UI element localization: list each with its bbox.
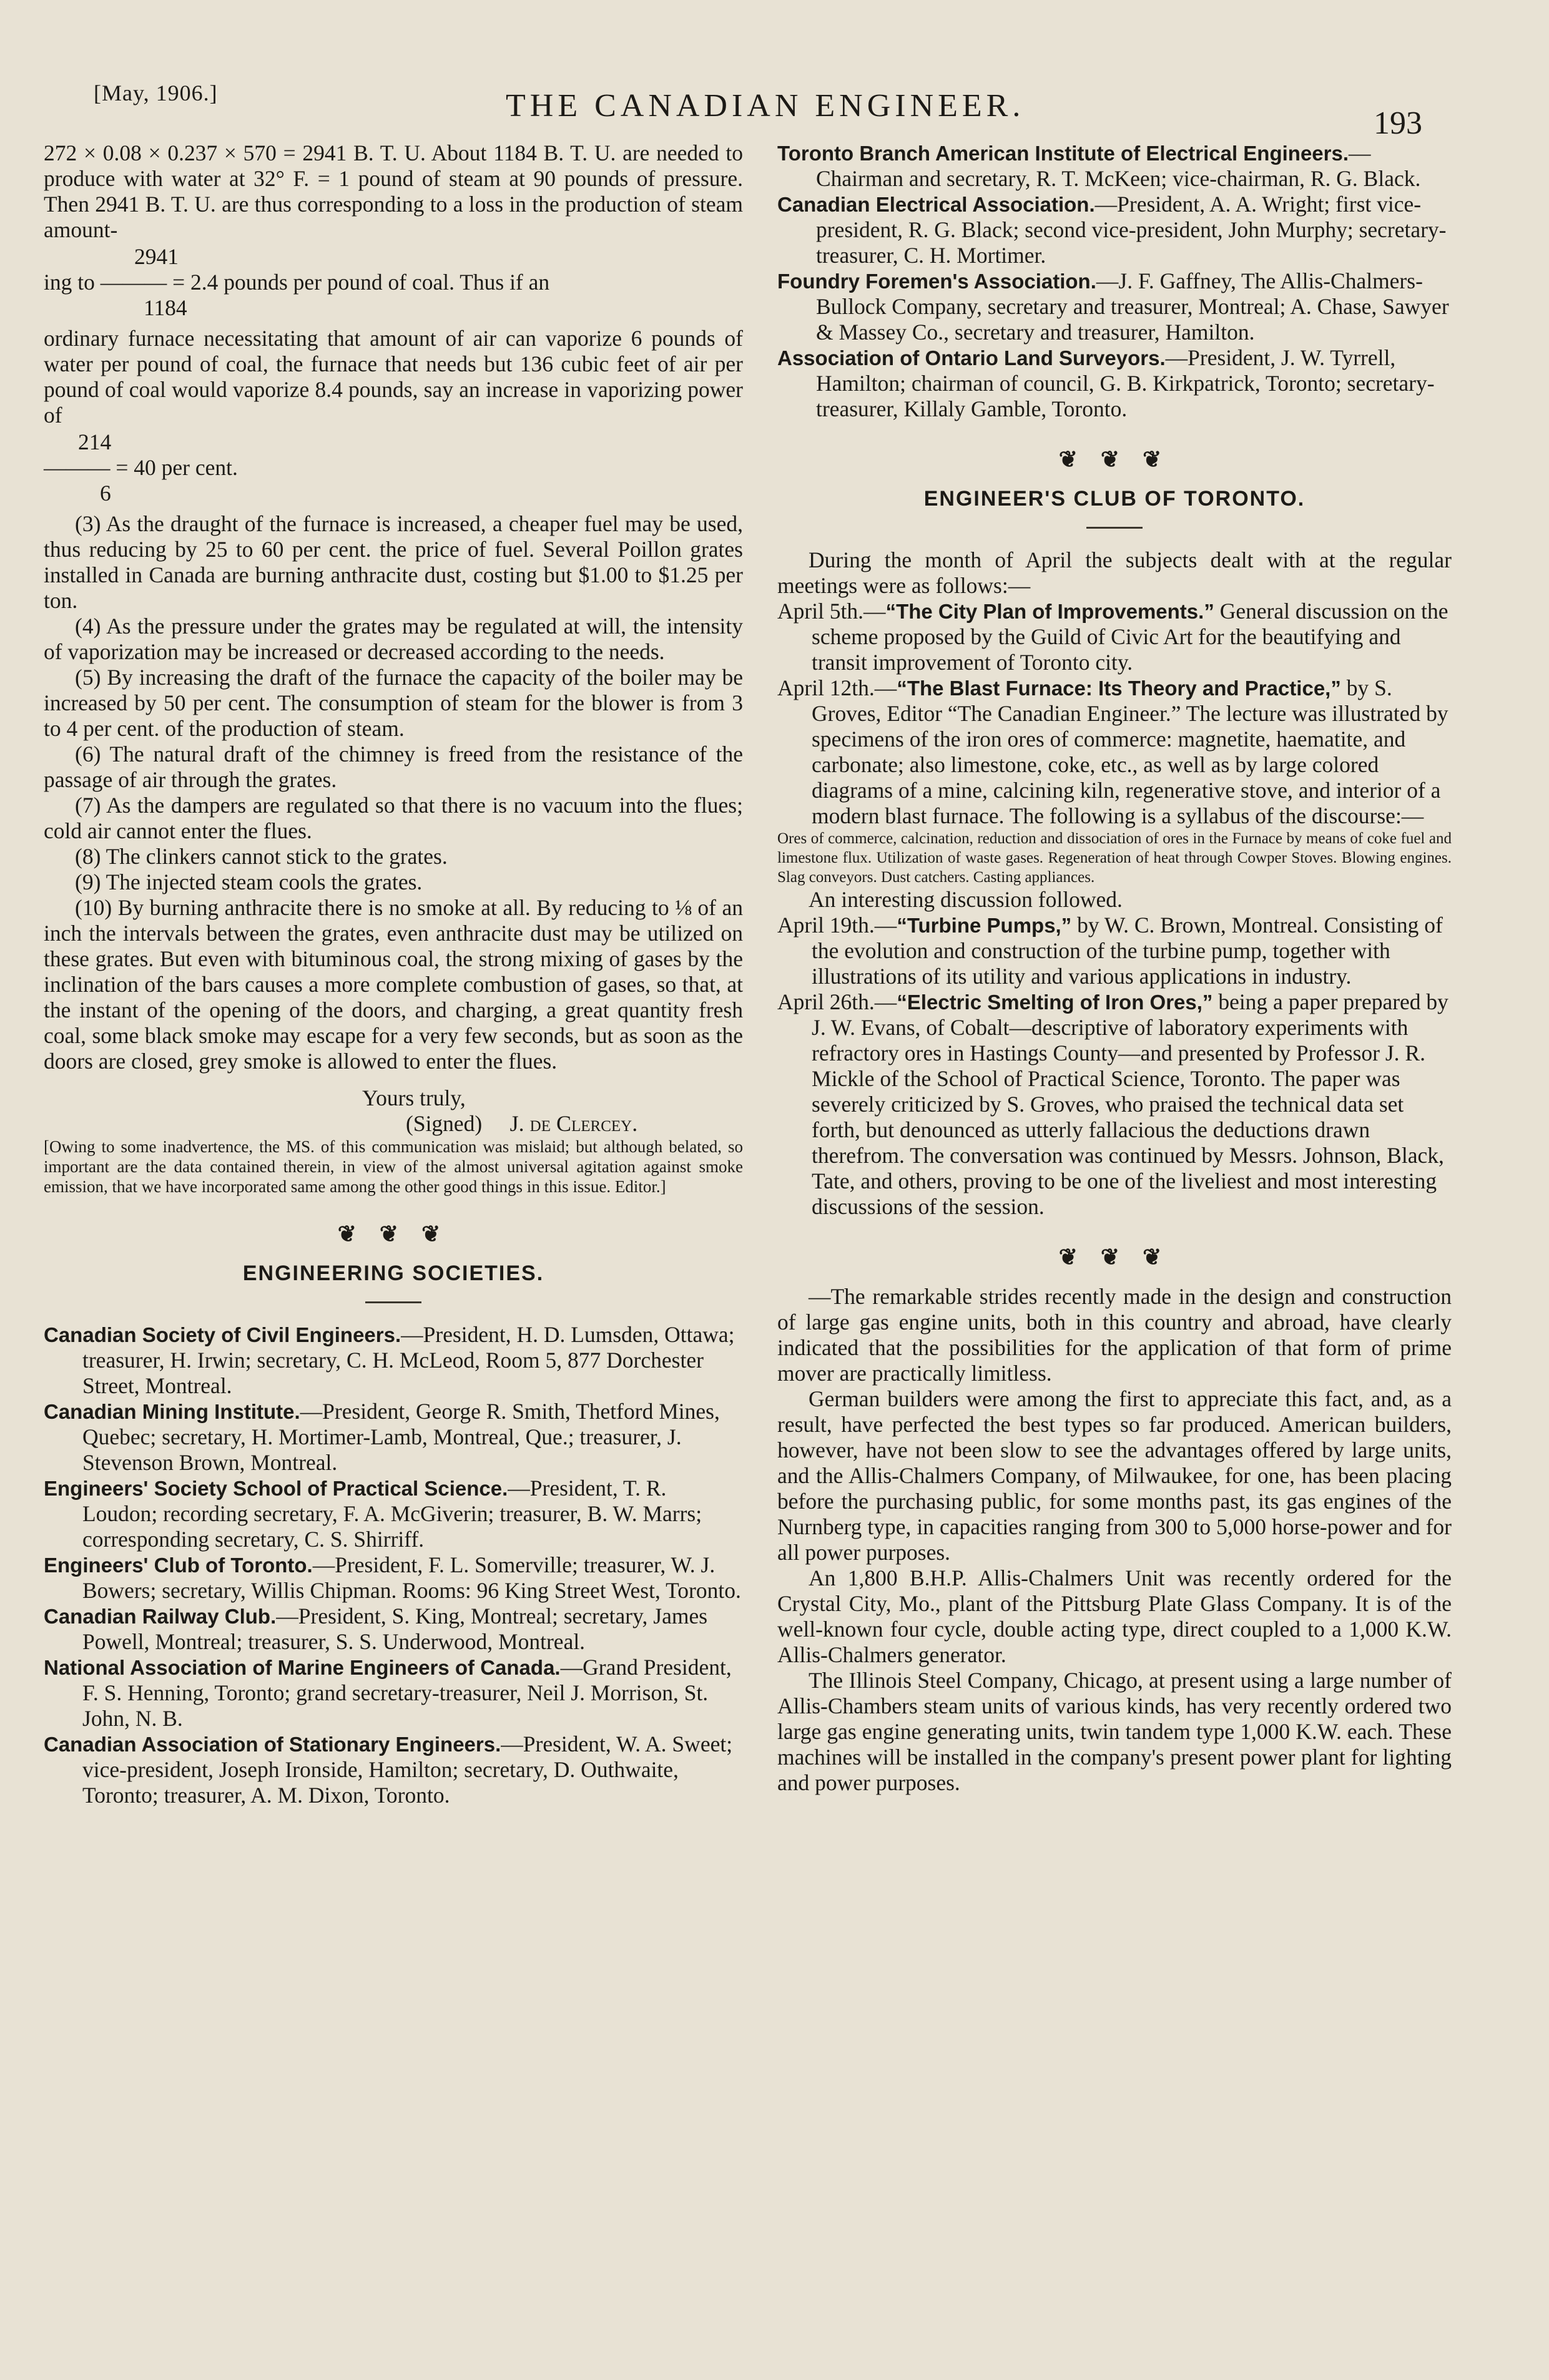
right-column — [777, 140, 1452, 1796]
fraction-vaporization — [44, 244, 743, 321]
section-title-engineers-club: ENGINEER'S CLUB OF TORONTO. — [923, 487, 1306, 511]
gas-engine-paragraph: —The remarkable strides recently made in the design and construction of large gas engine units, both in this country and abroad, have clearly indicated that the possibilities for the application of that form of prime mover are practically limitless. — [777, 1284, 1452, 1386]
society-details: —President, J. W. Tyrrell, Hamilton; chairman of council, G. B. Kirkpatrick, Toronto; secretary-treasurer, Killaly Gamble, Toronto. — [816, 345, 1435, 421]
fraction-denominator: 6 — [100, 481, 111, 506]
calc-paragraph-2: ordinary furnace necessitating that amount of air can vaporize 6 pounds of water per pound of coal, the furnace that needs but 136 cubic feet of air per pound of coal would vaporize 8.4 pounds, say an increase in vaporizing power of — [44, 326, 743, 428]
page-header — [0, 0, 1549, 144]
society-details: —J. F. Gaffney, The Allis-Chalmers-Bullock Company, secretary and treasurer, Montreal; A. Chase, Sawyer & Massey Co., secretary and treasurer, Hamilton. — [816, 268, 1449, 345]
letter-signature — [44, 1111, 743, 1137]
point-item: (9) The injected steam cools the grates. — [75, 869, 423, 894]
point-item: (5) By increasing the draft of the furnace the capacity of the boiler may be increased by 50 per cent. The consumption of steam for the blower is from 3 to 4 per cent. of the production of steam. — [44, 665, 743, 741]
fraction-numerator: 214 — [78, 429, 112, 454]
society-name: Canadian Electrical Association. — [777, 193, 1095, 216]
society-entry — [44, 1399, 743, 1476]
point-item: (10) By burning anthracite there is no smoke at all. By reducing to ⅛ of an inch the intervals between the grates, even anthracite dust may be utilized on these grates. But even with bituminous coal, the strong mixing of gases by the inclination of the bars causes a more complete combustion of gases, so that, at the instant of the opening of the doors, and charging, a great quantity fresh coal, some black smoke may escape for a very few seconds, but as soon as the doors are closed, grey smoke is allowed to enter the flues. — [44, 895, 743, 1074]
letter-closing: Yours truly, — [362, 1085, 466, 1110]
issue-date: [May, 1906.] — [94, 81, 218, 105]
lecture-date: April 19th.— — [777, 913, 897, 938]
lecture-title: “The City Plan of Improvements.” — [885, 600, 1214, 623]
society-name: Toronto Branch American Institute of Electrical Engineers. — [777, 142, 1349, 165]
lecture-entry — [777, 599, 1452, 675]
society-entry — [777, 140, 1452, 192]
society-details: —Grand President, F. S. Henning, Toronto; grand secretary-treasurer, Neil J. Morrison, St. John, N. B. — [82, 1655, 732, 1731]
lecture-title: “The Blast Furnace: Its Theory and Practice,” — [897, 677, 1341, 700]
lecture-date: April 26th.— — [777, 989, 897, 1014]
title-rule — [1086, 527, 1143, 529]
society-entry — [44, 1604, 743, 1655]
lecture-date: April 5th.— — [777, 599, 886, 624]
fraction-denominator: 1184 — [144, 295, 187, 320]
lecture-details: by S. Groves, Editor “The Canadian Engineer.” The lecture was illustrated by specimens of the iron ores of commerce: magnetite, haematite, and carbonate; also limestone, coke, etc., as well as by large colored diagrams of a mine, calcining kiln, regenerative stove, and interior of a modern blast furnace. The following is a syllabus of the discourse:— — [812, 675, 1448, 828]
lecture-entry — [777, 913, 1452, 989]
society-details: —President, S. King, Montreal; secretary, James Powell, Montreal; treasurer, S. S. Underwood, Montreal. — [82, 1604, 708, 1654]
lecture-entry — [777, 675, 1452, 829]
society-name: National Association of Marine Engineers of Canada. — [44, 1656, 561, 1679]
point-item: (7) As the dampers are regulated so that there is no vacuum into the flues; cold air cannot enter the flues. — [44, 793, 743, 843]
lecture-entry — [777, 989, 1452, 1220]
ornament-divider: ❦ ❦ ❦ — [1058, 1245, 1171, 1270]
gas-engine-paragraph: The Illinois Steel Company, Chicago, at present using a large number of Allis-Chambers steam units of various kinds, has very recently ordered two large gas engine generating units, twin tandem type 1,000 K.W. each. These machines will be installed in the company's present power plant for lighting and power purposes. — [777, 1668, 1452, 1795]
society-name: Canadian Association of Stationary Engineers. — [44, 1733, 501, 1756]
point-item: (3) As the draught of the furnace is increased, a cheaper fuel may be used, thus reducing by 25 to 60 per cent. the price of fuel. Several Poillon grates installed in Canada are burning anthracite dust, costing but $1.00 to $1.25 per ton. — [44, 511, 743, 613]
point-item: (6) The natural draft of the chimney is freed from the resistance of the passage of air through the grates. — [44, 742, 743, 792]
lecture-details: by W. C. Brown, Montreal. Consisting of the evolution and construction of the turbine pump, together with illustrations of its utility and various applications in industry. — [812, 913, 1443, 989]
lecture-details: General discussion on the scheme proposed by the Guild of Civic Art for the beautifying and transit improvement of Toronto city. — [812, 599, 1448, 675]
society-entry — [44, 1552, 743, 1604]
society-name: Engineers' Club of Toronto. — [44, 1554, 313, 1577]
society-entry — [44, 1476, 743, 1552]
society-details: —President, F. L. Somerville; treasurer, W. J. Bowers; secretary, Willis Chipman. Rooms: 96 King Street West, Toronto. — [82, 1552, 741, 1603]
club-intro: During the month of April the subjects dealt with at the regular meetings were as follows:— — [777, 547, 1452, 598]
society-name: Engineers' Society School of Practical Science. — [44, 1477, 508, 1500]
gas-engine-paragraph: An 1,800 B.H.P. Allis-Chalmers Unit was recently ordered for the Crystal City, Mo., plant of the Pittsburg Plate Glass Company. It is of the well-known four cycle, double acting type, direct coupled to a 1,000 K.W. Allis-Chalmers generator. — [777, 1565, 1452, 1667]
left-column — [44, 140, 743, 1808]
lecture-syllabus: Ores of commerce, calcination, reduction and dissociation of ores in the Furnace by means of coke fuel and limestone flux. Utilization of waste gases. Regeneration of heat through Cowper Stoves. Blowing engines. Slag conveyors. Dust catchers. Casting appliances. — [777, 830, 1452, 886]
lecture-date: April 12th.— — [777, 675, 897, 700]
society-entry — [44, 1731, 743, 1808]
society-name: Canadian Railway Club. — [44, 1605, 277, 1628]
fraction-line-text: ing to ——— = 2.4 pounds per pound of coal. Thus if an — [44, 270, 550, 295]
point-item: (4) As the pressure under the grates may be regulated at will, the intensity of vaporization may be increased or decreased according to the needs. — [44, 614, 743, 664]
society-entry — [777, 192, 1452, 268]
society-details: —President, A. A. Wright; first vice-president, R. G. Black; second vice-president, John Murphy; secretary-treasurer, C. H. Mortimer. — [816, 192, 1447, 268]
ornament-divider: ❦ ❦ ❦ — [1058, 447, 1171, 472]
society-details: —President, George R. Smith, Thetford Mines, Quebec; secretary, H. Mortimer-Lamb, Montreal, Que.; treasurer, J. Stevenson Brown, Montreal. — [82, 1399, 720, 1475]
point-item: (8) The clinkers cannot stick to the grates. — [75, 844, 448, 869]
fraction-numerator: 2941 — [134, 244, 179, 269]
society-details: —President, H. D. Lumsden, Ottawa; treasurer, H. Irwin; secretary, C. H. McLeod, Room 5, 877 Dorchester Street, Montreal. — [82, 1322, 735, 1398]
society-details: —Chairman and secretary, R. T. McKeen; vice-chairman, R. G. Black. — [816, 140, 1421, 191]
editor-note: [Owing to some inadvertence, the MS. of this communication was mislaid; but although belated, so important are the data contained therein, in view of the almost universal agitation against smoke emission, that we have incorporated same among the other good things in this issue. Editor.] — [44, 1137, 743, 1196]
society-details: —President, T. R. Loudon; recording secretary, F. A. McGiverin; treasurer, B. W. Marrs; corresponding secretary, C. S. Shirriff. — [82, 1476, 702, 1552]
society-entry — [44, 1322, 743, 1399]
signer-name: J. de Clercey. — [509, 1111, 638, 1136]
section-title-engineering-societies: ENGINEERING SOCIETIES. — [242, 1261, 544, 1285]
masthead-title: THE CANADIAN ENGINEER. — [506, 88, 1025, 124]
page-number: 193 — [1374, 105, 1422, 141]
signed-label: (Signed) — [406, 1111, 483, 1136]
fraction-line-text: ——— = 40 per cent. — [44, 455, 238, 480]
society-entry — [777, 268, 1452, 345]
calc-paragraph-1: 272 × 0.08 × 0.237 × 570 = 2941 B. T. U. About 1184 B. T. U. are needed to produce with water at 32° F. = 1 pound of steam at 90 pounds of pressure. Then 2941 B. T. U. are thus corresponding to a loss in the production of steam amount- — [44, 140, 743, 242]
society-entry — [44, 1655, 743, 1731]
title-rule — [365, 1301, 421, 1303]
society-name: Foundry Foremen's Association. — [777, 270, 1096, 293]
society-name: Association of Ontario Land Surveyors. — [777, 346, 1166, 370]
discussion-note: An interesting discussion followed. — [809, 887, 1123, 912]
lecture-title: “Turbine Pumps,” — [897, 914, 1072, 937]
fraction-percent — [44, 429, 743, 506]
society-name: Canadian Society of Civil Engineers. — [44, 1323, 401, 1346]
ornament-divider: ❦ ❦ ❦ — [337, 1222, 450, 1246]
gas-engine-paragraph: German builders were among the first to appreciate this fact, and, as a result, have perfected the best types so far produced. American builders, however, have not been slow to see the advantages offered by large units, and the Allis-Chalmers Company, of Milwaukee, for one, has been placing before the purchasing public, for some months past, its gas engines of the Nurnberg type, in capacities ranging from 300 to 5,000 horse-power and for all power purposes. — [777, 1386, 1452, 1565]
society-name: Canadian Mining Institute. — [44, 1400, 300, 1423]
lecture-details: being a paper prepared by J. W. Evans, of Cobalt—descriptive of laboratory experiments with refractory ores in Hastings County—and presented by Professor J. R. Mickle of the School of Practical Science, Toronto. The paper was severely criticized by S. Groves, who praised the technical data set forth, but denounced as utterly fallacious the deductions drawn therefrom. The conversation was continued by Messrs. Johnson, Black, Tate, and others, proving to be one of the liveliest and most interesting discussions of the session. — [812, 989, 1448, 1219]
numbered-points — [44, 511, 743, 1074]
society-details: —President, W. A. Sweet; vice-president, Joseph Ironside, Hamilton; secretary, D. Outhwaite, Toronto; treasurer, A. M. Dixon, Toronto. — [82, 1731, 733, 1808]
lecture-title: “Electric Smelting of Iron Ores,” — [897, 991, 1213, 1014]
society-entry — [777, 345, 1452, 422]
